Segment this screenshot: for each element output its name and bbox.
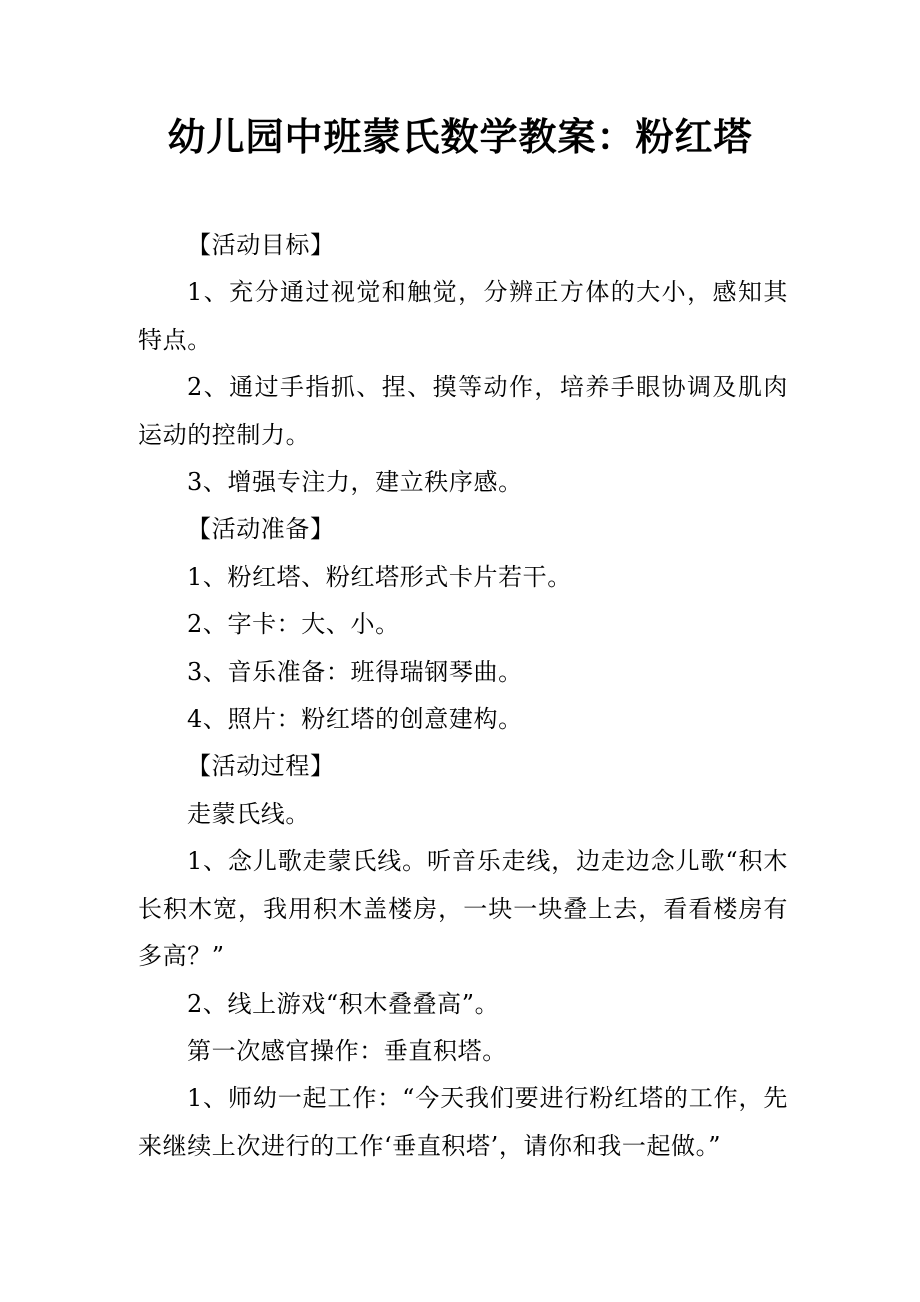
preparation-item-4: 4、照片：粉红塔的创意建构。 <box>187 705 523 734</box>
process-paragraph-3: 2、线上游戏“积木叠叠高”。 <box>187 989 500 1018</box>
page-title: 幼儿园中班蒙氏数学教案：粉红塔 <box>167 115 753 159</box>
goal-item-2: 2、通过手指抓、捏、摸等动作，培养手眼协调及肌肉运动的控制力。 <box>138 373 788 449</box>
preparation-item-2: 2、字卡：大、小。 <box>187 610 400 639</box>
process-paragraph-5: 1、师幼一起工作：“今天我们要进行粉红塔的工作，先来继续上次进行的工作‘垂直积塔’，请你和我一起做。” <box>138 1084 788 1160</box>
process-paragraph-2: 1、念儿歌走蒙氏线。听音乐走线，边走边念儿歌“积木长积木宽，我用积木盖楼房，一块一块叠上去，看看楼房有多高？” <box>138 847 788 971</box>
preparation-item-3: 3、音乐准备：班得瑞钢琴曲。 <box>187 657 523 686</box>
goal-item-1: 1、充分通过视觉和触觉，分辨正方体的大小，感知其特点。 <box>138 278 788 354</box>
process-paragraph-1: 走蒙氏线。 <box>187 799 310 828</box>
section-heading-goals: 【活动目标】 <box>187 231 335 259</box>
goal-item-3: 3、增强专注力，建立秩序感。 <box>187 468 523 497</box>
document-body <box>138 222 788 1170</box>
section-heading-preparation: 【活动准备】 <box>187 515 335 544</box>
preparation-item-1: 1、粉红塔、粉红塔形式卡片若干。 <box>187 562 572 591</box>
section-heading-process: 【活动过程】 <box>187 752 335 781</box>
process-paragraph-4: 第一次感官操作：垂直积塔。 <box>187 1036 507 1065</box>
